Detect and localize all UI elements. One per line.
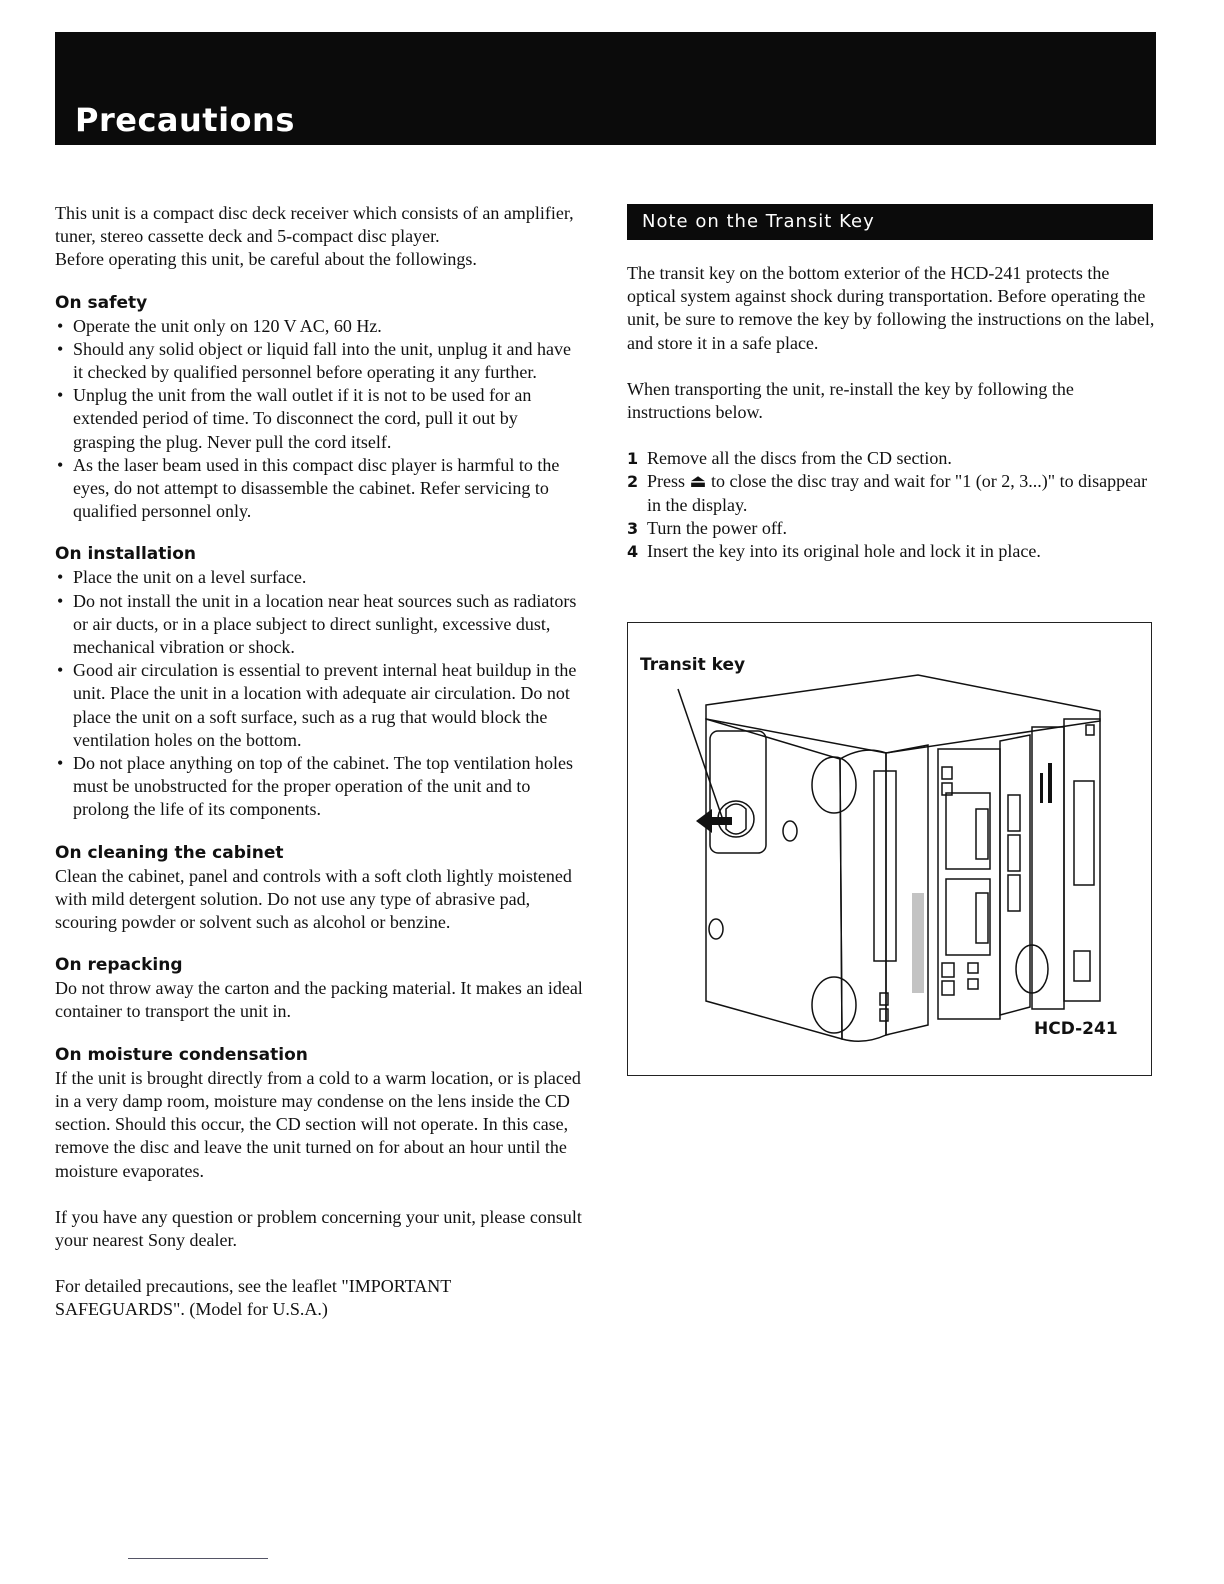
installation-heading: On installation [55,544,196,565]
right-column [627,204,1155,563]
step-item: 4 Insert the key into its original hole and lock it in place. [627,541,1041,562]
list-item: • Place the unit on a level surface. [55,566,583,589]
leaflet-note: For detailed precautions, see the leaflet "IMPORTANT SAFEGUARDS". (Model for U.S.A.) [55,1276,451,1320]
repacking-text: Do not throw away the carton and the packing material. It makes an ideal container to transport the unit in. [55,978,583,1022]
list-item: • Do not place anything on top of the cabinet. The top ventilation holes must be unobstructed for the proper operation of the unit and to prolong the life of its components. [55,752,583,822]
transit-key-banner-title: Note on the Transit Key [642,211,875,232]
unit-side [706,719,842,1039]
transit-key-label: Transit key [640,655,746,675]
footer-line [128,1558,268,1559]
repacking-heading: On repacking [55,955,183,976]
steps-list [627,447,1155,563]
transit-key-banner [627,204,1153,240]
intro-caution: Before operating this unit, be careful about the followings. [55,249,477,270]
page-title: Precautions [75,101,295,139]
transit-key-leader [678,689,724,823]
cleaning-text: Clean the cabinet, panel and controls with a soft cloth lightly moistened with mild detergent solution. Do not use any type of abrasive pad, scouring powder or solvent such as alcohol or benzine. [55,865,572,933]
moisture-text: If the unit is brought directly from a cold to a warm location, or is placed in a very damp room, moisture may condense on the lens inside the CD section. Should this occur, the CD section will not operate. In this case, remove the disc and leave the unit turned on for about an hour until the moisture evaporates. [55,1067,581,1181]
list-item: • Do not install the unit in a location near heat sources such as radiators or air ducts, or in a place subject to direct sunlight, excessive dust, mechanical vibration or shock. [55,590,583,660]
transit-key-paragraph: The transit key on the bottom exterior of the HCD-241 protects the optical system against shock during transportation. Before operating the unit, be sure to remove the key by following the instructions on the label, and store it in a safe place. [627,263,1155,353]
dealer-note: If you have any question or problem concerning your unit, please consult your nearest Sony dealer. [55,1206,582,1250]
transport-paragraph: When transporting the unit, re-install the key by following the instructions below. [627,378,1074,423]
transit-key-figure [627,622,1152,1076]
list-item: • Unplug the unit from the wall outlet if it is not to be used for an extended period of time. To disconnect the cord, pull it out by grasping the plug. Never pull the cord itself. [55,384,583,454]
left-column [55,202,583,1322]
model-label: HCD-241 [1034,1019,1118,1039]
moisture-heading: On moisture condensation [55,1044,308,1065]
safety-list [55,315,583,524]
header-bar [55,32,1156,145]
step-item: 1 Remove all the discs from the CD section. [627,448,952,469]
step-item: 3 Turn the power off. [627,517,787,538]
list-item: • As the laser beam used in this compact disc player is harmful to the eyes, do not attempt to disassemble the cabinet. Refer servicing to qualified personnel only. [55,454,583,524]
intro-paragraph: This unit is a compact disc deck receiver which consists of an amplifier, tuner, stereo cassette deck and 5-compact disc player. [55,203,574,247]
installation-list [55,566,583,821]
safety-heading: On safety [55,292,148,313]
list-item: • Good air circulation is essential to prevent internal heat buildup in the unit. Place the unit in a location with adequate air circulation. Do not place the unit on a soft surface, such as a rug that would block the ventilation holes on the bottom. [55,659,583,752]
unit-top [706,675,1100,753]
step-item: 2 Press ⏏ to close the disc tray and wait for "1 (or 2, 3...)" to disappear in the display. [627,471,1148,515]
list-item: • Should any solid object or liquid fall into the unit, unplug it and have it checked by qualified personnel before operating it any further. [55,338,583,384]
list-item: • Operate the unit only on 120 V AC, 60 Hz. [55,315,583,338]
cleaning-heading: On cleaning the cabinet [55,842,284,863]
stereo-unit-illustration [628,623,1150,1073]
